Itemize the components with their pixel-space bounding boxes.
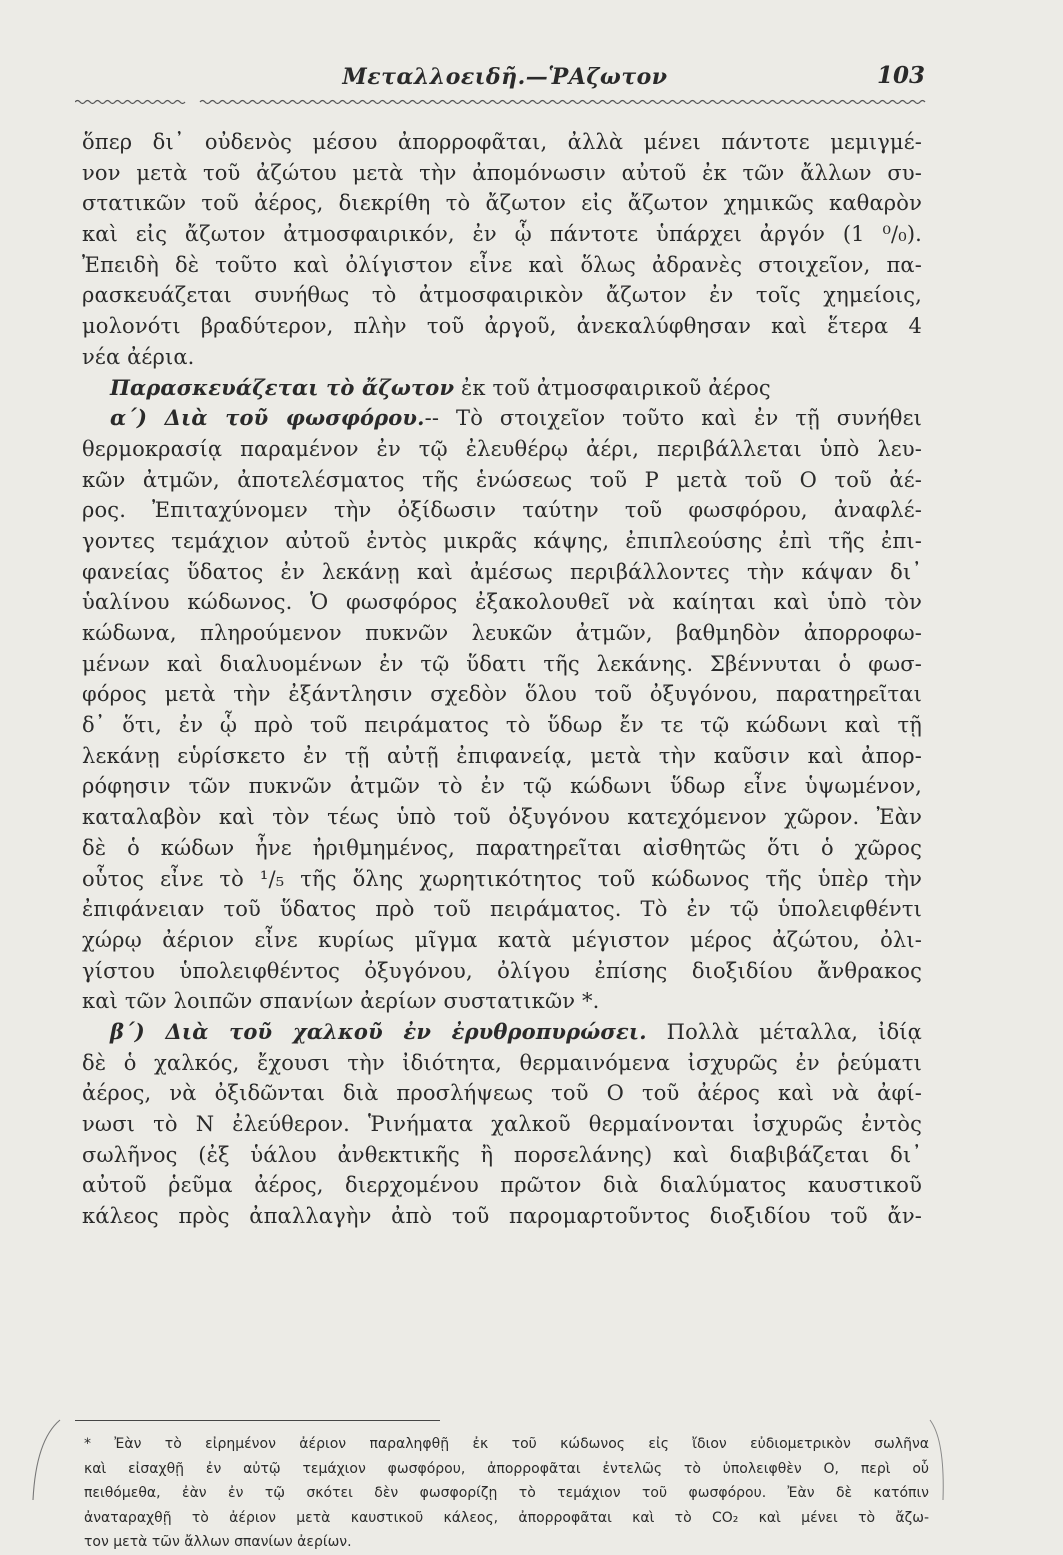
- text-line: γίστου ὑπολειφθέντος ὀξυγόνου, ὀλίγου ἐπίσης διοξιδίου ἄνθρακος: [82, 958, 922, 983]
- subsection-a-line: [82, 403, 922, 434]
- text-line: καὶ τῶν λοιπῶν σπανίων ἀερίων συστατικῶν *.: [82, 989, 600, 1014]
- header-wavy-rule: [75, 98, 935, 106]
- text-line: ἀέρος, νὰ ὀξιδῶνται διὰ προσλήψεως τοῦ Ο τοῦ ἀέρος καὶ νὰ ἀφί-: [82, 1081, 922, 1106]
- text-line: ρόφησιν τῶν πυκνῶν ἀτμῶν τὸ ἐν τῷ κώδωνι ὕδωρ εἶνε ὑψωμένον,: [82, 774, 922, 799]
- text-line: φανείας ὕδατος ἐν λεκάνῃ καὶ ἀμέσως περιβάλλοντες τὴν κάψαν δι᾽: [82, 559, 922, 584]
- footnote-line: καὶ εἰσαχθῇ ἐν αὐτῷ τεμάχιον φωσφόρου, ἀπορροφᾶται ἐντελῶς τὸ ὑπολειφθὲν Ο, περὶ οὗ: [84, 1460, 929, 1477]
- text-line: σωλῆνος (ἐξ ὑάλου ἀνθεκτικῆς ἢ πορσελάνης) καὶ διαβιβάζεται δι᾽: [82, 1142, 922, 1167]
- text-line: στατικῶν τοῦ ἀέρος, διεκρίθη τὸ ἄζωτον εἰς ἄζωτον χημικῶς καθαρὸν: [82, 191, 922, 216]
- text-line: νωσι τὸ Ν ἐλεύθερον. Ῥινήματα χαλκοῦ θερμαίνονται ἰσχυρῶς ἐντὸς: [82, 1112, 922, 1136]
- text-line: καταλαβὸν καὶ τὸν τέως ὑπὸ τοῦ ὀξυγόνου κατεχόμενον χῶρον. Ἐὰν: [82, 805, 922, 830]
- subsection-b-line: [82, 1017, 922, 1048]
- text-line: κώδωνα, πληρούμενον πυκνῶν λευκῶν ἀτμῶν, βαθμηδὸν ἀπορροφω-: [82, 621, 922, 645]
- text-line: ρος. Ἐπιταχύνομεν τὴν ὀξίδωσιν ταύτην τοῦ φωσφόρου, ἀναφλέ-: [82, 498, 922, 523]
- main-text: [82, 127, 922, 1232]
- text-line: δ᾽ ὅτι, ἐν ᾧ πρὸ τοῦ πειράματος τὸ ὕδωρ ἔν τε τῷ κώδωνι καὶ τῇ: [82, 713, 922, 738]
- text-line: νέα ἀέρια.: [82, 344, 195, 369]
- text-line: δὲ ὁ χαλκός, ἔχουσι τὴν ἰδιότητα, θερμαινόμενα ἰσχυρῶς ἐν ῥεύματι: [82, 1050, 922, 1075]
- footnote-separator: [75, 1420, 440, 1421]
- footnote-line: * Ἐὰν τὸ εἰρημένον ἀέριον παραληφθῇ ἐκ τοῦ κώδωνος εἰς ἴδιον εὐδιομετρικὸν σωλῆνα: [84, 1436, 929, 1452]
- text-line: γοντες τεμάχιον αὐτοῦ ἐντὸς μικρᾶς κάψης, ἐπιπλεούσης ἐπὶ τῆς ἐπι-: [82, 528, 922, 553]
- text-line: φόρος μετὰ τὴν ἐξάντλησιν σχεδὸν ὅλου τοῦ ὀξυγόνου, παρατηρεῖται: [82, 682, 922, 707]
- text-line: αὐτοῦ ῥεῦμα ἀέρος, διερχομένου πρῶτον διὰ διαλύματος καυστικοῦ: [82, 1173, 922, 1198]
- text-line: ἐπιφάνειαν τοῦ ὕδατος πρὸ τοῦ πειράματος. Τὸ ἐν τῷ ὑπολειφθέντι: [82, 897, 922, 922]
- footnote-line: ἀναταραχθῇ τὸ ἀέριον μετὰ καυστικοῦ κάλεος, ἀπορροφᾶται καὶ τὸ CO₂ καὶ μένει τὸ ἄζω-: [84, 1509, 929, 1526]
- text-line: ὅπερ δι᾽ οὐδενὸς μέσου ἀπορροφᾶται, ἀλλὰ μένει πάντοτε μεμιγμέ-: [82, 130, 922, 154]
- text-line: καὶ εἰς ἄζωτον ἀτμοσφαιρικόν, ἐν ᾧ πάντοτε ὑπάρχει ἀργόν (1 ⁰/₀).: [82, 222, 922, 247]
- page-number: 103: [876, 62, 925, 89]
- running-header: [75, 62, 935, 100]
- text-line: οὗτος εἶνε τὸ ¹/₅ τῆς ὅλης χωρητικότητος τοῦ κώδωνος τῆς ὑπὲρ τὴν: [82, 866, 922, 891]
- text-line: μένων καὶ διαλυομένων ἐν τῷ ὕδατι τῆς λεκάνης. Σβέννυται ὁ φωσ-: [82, 651, 922, 676]
- text-line: χώρῳ ἀέριον εἶνε κυρίως μῖγμα κατὰ μέγιστον μέρος ἀζώτου, ὀλι-: [82, 927, 922, 952]
- section-heading: Παρασκευάζεται τὸ ἄζωτον: [110, 374, 455, 400]
- subsection-b-rest: Πολλὰ μέταλλα, ἰδίᾳ: [646, 1019, 922, 1044]
- text-line: Ἐπειδὴ δὲ τοῦτο καὶ ὀλίγιστον εἶνε καὶ ὅλως ἀδρανὲς στοιχεῖον, πα-: [82, 252, 922, 277]
- text-line: ὑαλίνου κώδωνος. Ὁ φωσφόρος ἐξακολουθεῖ νὰ καίηται καὶ ὑπὸ τὸν: [82, 590, 922, 615]
- text-line: νον μετὰ τοῦ ἀζώτου μετὰ τὴν ἀπομόνωσιν αὐτοῦ ἐκ τῶν ἄλλων συ-: [82, 160, 922, 185]
- text-line: θερμοκρασίᾳ παραμένον ἐν τῷ ἐλευθέρῳ ἀέρι, περιβάλλεται ὑπὸ λευ-: [82, 436, 922, 461]
- footnote: [84, 1432, 929, 1555]
- text-line: λεκάνῃ εὑρίσκετο ἐν τῇ αὐτῇ ἐπιφανείᾳ, μετὰ τὴν καῦσιν καὶ ἀπορ-: [82, 743, 922, 768]
- text-line: κῶν ἀτμῶν, ἀποτελέσματος τῆς ἑνώσεως τοῦ Ρ μετὰ τοῦ Ο τοῦ ἀέ-: [82, 467, 922, 492]
- subsection-a-rest: -- Τὸ στοιχεῖον τοῦτο καὶ ἐν τῇ συνήθει: [424, 406, 923, 431]
- text-line: δὲ ὁ κώδων ἦνε ἠριθμημένος, παρατηρεῖται αἰσθητῶς ὅτι ὁ χῶρος: [82, 835, 922, 860]
- subsection-b-heading: β΄) Διὰ τοῦ χαλκοῦ ἐν ἐρυθροπυρώσει.: [110, 1018, 647, 1044]
- text-line: ρασκευάζεται συνήθως τὸ ἀτμοσφαιρικὸν ἄζωτον ἐν τοῖς χημείοις,: [82, 283, 922, 308]
- section-heading-line: [82, 373, 922, 404]
- section-heading-rest: ἐκ τοῦ ἀτμοσφαιρικοῦ ἀέρος: [454, 375, 771, 400]
- running-title: Μεταλλοειδῆ.—ῬΑζωτον: [342, 64, 668, 90]
- subsection-a-heading: α΄) Διὰ τοῦ φωσφόρου.: [110, 405, 425, 431]
- text-line: κάλεος πρὸς ἀπαλλαγὴν ἀπὸ τοῦ παρομαρτοῦντος διοξιδίου τοῦ ἄν-: [82, 1204, 922, 1229]
- footnote-line: τον μετὰ τῶν ἄλλων σπανίων ἀερίων.: [84, 1534, 352, 1550]
- text-line: μολονότι βραδύτερον, πλὴν τοῦ ἀργοῦ, ἀνεκαλύφθησαν καὶ ἕτερα 4: [82, 314, 922, 339]
- footnote-line: πειθόμεθα, ἐὰν ἐν τῷ σκότει δὲν φωσφορίζῃ τὸ τεμάχιον τοῦ φωσφόρου. Ἐὰν δὲ κατόπιν: [84, 1485, 929, 1501]
